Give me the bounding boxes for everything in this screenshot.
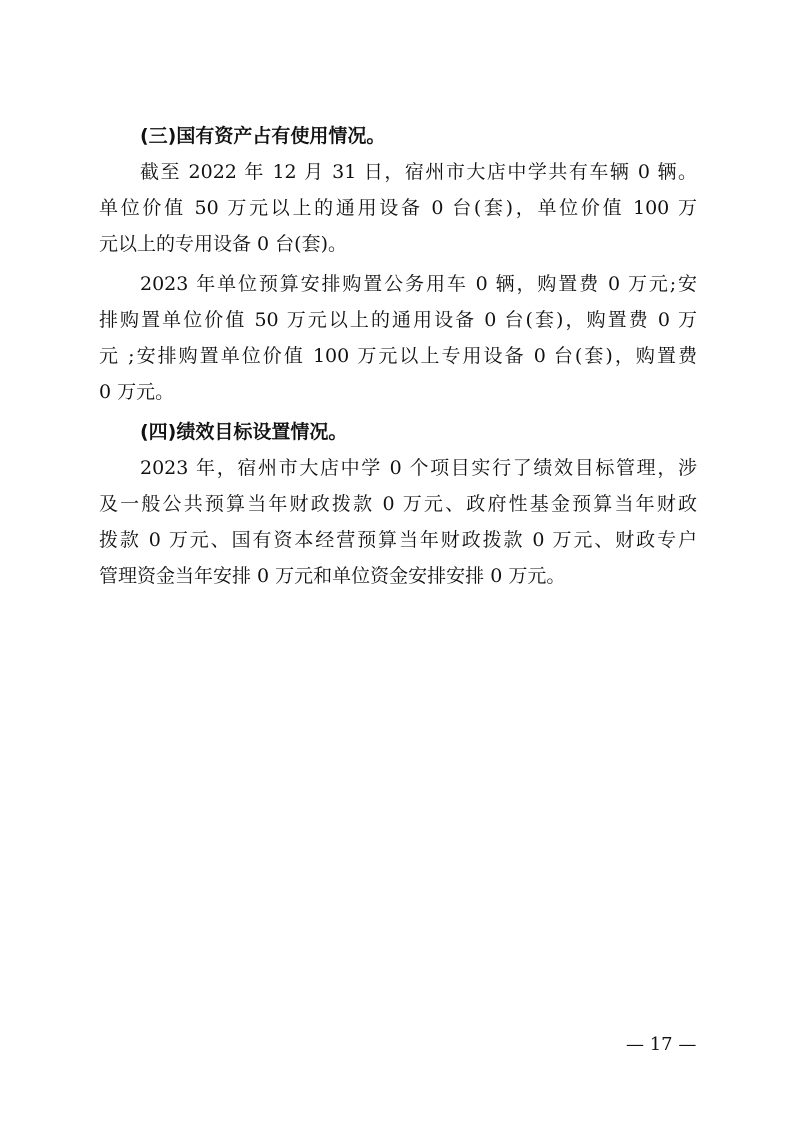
document-page — [99, 118, 697, 594]
paragraph-line: 排购置单位价值 50 万元以上的通用设备 0 台(套)，购置费 0 万 — [99, 309, 697, 331]
paragraph-line: 0 万元。 — [99, 381, 175, 403]
paragraph-line: 2023 年，宿州市大店中学 0 个项目实行了绩效目标管理，涉 — [140, 457, 697, 479]
paragraph-line: 拨款 0 万元、国有资本经营预算当年财政拨款 0 万元、财政专户 — [99, 529, 697, 551]
paragraph-performance-targets — [99, 450, 697, 594]
paragraph-line: 及一般公共预算当年财政拨款 0 万元、政府性基金预算当年财政 — [99, 493, 697, 515]
paragraph-purchase-budget — [99, 266, 697, 410]
paragraph-line: 元以上的专用设备 0 台(套)。 — [99, 233, 347, 255]
paragraph-line: 2023 年单位预算安排购置公务用车 0 辆，购置费 0 万元;安 — [140, 273, 697, 295]
section-heading-performance: (四)绩效目标设置情况。 — [140, 421, 348, 443]
page-number: — 17 — — [626, 1034, 697, 1055]
section-heading-assets: (三)国有资产占有使用情况。 — [140, 125, 386, 147]
paragraph-line: 管理资金当年安排 0 万元和单位资金安排安排 0 万元。 — [99, 565, 566, 587]
paragraph-line: 截至 2022 年 12 月 31 日，宿州市大店中学共有车辆 0 辆。 — [140, 161, 697, 183]
paragraph-line: 元 ;安排购置单位价值 100 万元以上专用设备 0 台(套)，购置费 — [99, 345, 697, 367]
paragraph-vehicles-equipment — [99, 154, 697, 262]
paragraph-line: 单位价值 50 万元以上的通用设备 0 台(套)，单位价值 100 万 — [99, 197, 697, 219]
